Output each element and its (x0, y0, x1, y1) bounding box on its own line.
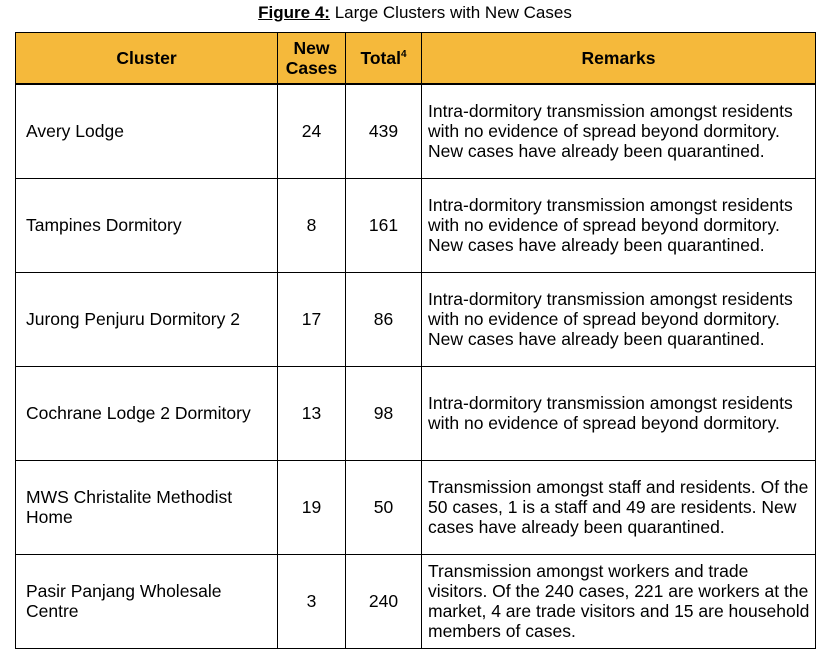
cluster-cell: MWS Christalite Methodist Home (16, 460, 278, 554)
figure-caption (0, 2, 830, 24)
remarks-cell: Intra-dormitory transmission amongst residents with no evidence of spread beyond dormitory. New cases have already been quarantined. (422, 178, 816, 272)
new-cases-cell: 17 (278, 272, 346, 366)
table-row (16, 554, 816, 648)
cluster-cell: Pasir Panjang Wholesale Centre (16, 554, 278, 648)
figure-title: Large Clusters with New Cases (334, 3, 572, 22)
table-header-row (16, 33, 816, 85)
header-total (346, 33, 422, 85)
new-cases-cell: 13 (278, 366, 346, 460)
new-cases-cell: 19 (278, 460, 346, 554)
total-cell: 50 (346, 460, 422, 554)
table-row (16, 84, 816, 178)
table-row (16, 272, 816, 366)
figure-label: Figure 4: (258, 3, 330, 22)
remarks-cell: Intra-dormitory transmission amongst residents with no evidence of spread beyond dormitory. New cases have already been quarantined. (422, 84, 816, 178)
total-cell: 86 (346, 272, 422, 366)
cluster-cell: Cochrane Lodge 2 Dormitory (16, 366, 278, 460)
table-row (16, 178, 816, 272)
new-cases-cell: 8 (278, 178, 346, 272)
footnote-marker: 4 (400, 49, 407, 61)
remarks-cell: Intra-dormitory transmission amongst residents with no evidence of spread beyond dormitory. New cases have already been quarantined. (422, 272, 816, 366)
total-cell: 161 (346, 178, 422, 272)
clusters-table (15, 32, 816, 649)
header-remarks: Remarks (422, 33, 816, 85)
new-cases-cell: 3 (278, 554, 346, 648)
header-total-label: Total (360, 48, 401, 68)
new-cases-cell: 24 (278, 84, 346, 178)
header-cluster: Cluster (16, 33, 278, 85)
header-new-cases (278, 33, 346, 85)
remarks-cell: Intra-dormitory transmission amongst residents with no evidence of spread beyond dormitory. (422, 366, 816, 460)
table-row (16, 460, 816, 554)
total-cell: 98 (346, 366, 422, 460)
cluster-cell: Tampines Dormitory (16, 178, 278, 272)
remarks-cell: Transmission amongst staff and residents. Of the 50 cases, 1 is a staff and 49 are residents. New cases have already been quarantined. (422, 460, 816, 554)
remarks-cell: Transmission amongst workers and trade visitors. Of the 240 cases, 221 are workers at the market, 4 are trade visitors and 15 are household members of cases. (422, 554, 816, 648)
header-new-cases-line1: New (293, 38, 330, 58)
cluster-cell: Jurong Penjuru Dormitory 2 (16, 272, 278, 366)
table-row (16, 366, 816, 460)
header-new-cases-line2: Cases (285, 58, 338, 78)
total-cell: 240 (346, 554, 422, 648)
total-cell: 439 (346, 84, 422, 178)
cluster-cell: Avery Lodge (16, 84, 278, 178)
